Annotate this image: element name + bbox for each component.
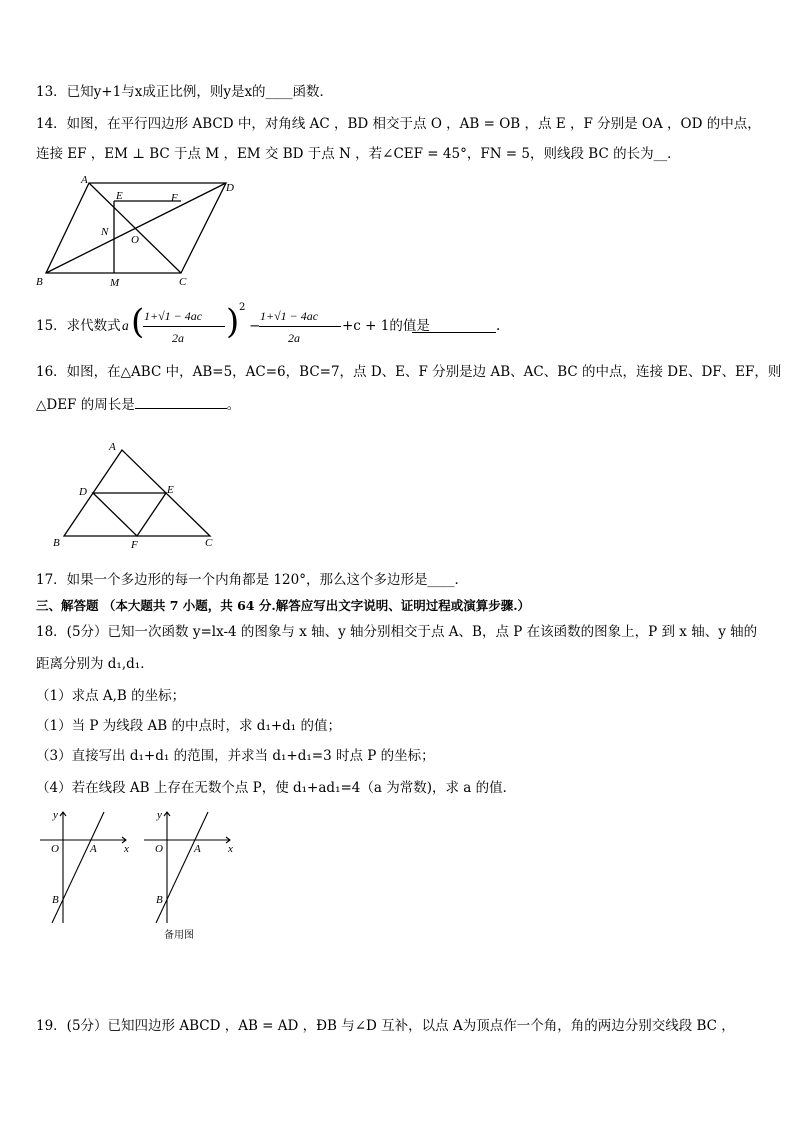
q15-denominator-2: 2a [288, 331, 300, 345]
label-d: D [226, 182, 234, 194]
question-18-part1: （1）求点 A,B 的坐标； [36, 688, 186, 704]
q15-exponent: 2 [239, 302, 246, 313]
label-y: y [157, 809, 162, 821]
section-heading: 三、解答题 （本大题共 7 小题，共 64 分.解答应写出文字说明、证明过程或演算步骤.） [36, 598, 531, 613]
label-d: D [79, 486, 87, 498]
question-14-line1: 14．如图，在平行四边形 ABCD 中，对角线 AC ，BD 相交于点 O ，AB = OB ，点 E ，F 分别是 OA ，OD 的中点， [36, 116, 761, 132]
question-19: 19．(5分）已知四边形 ABCD ，AB = AD ，ÐB 与∠D 互补，以点 A为顶点作一个角，角的两边分别交线段 BC ， [36, 1018, 735, 1034]
label-b: B [53, 537, 60, 549]
q15-numerator: 1+√1 − 4ac [144, 309, 203, 323]
question-18-part3: （3）直接写出 d₁+d₁ 的范围，并求当 d₁+d₁=3 时点 P 的坐标； [36, 748, 435, 764]
q16-text: △DEF 的周长是 [36, 397, 135, 413]
triangle-def [93, 493, 166, 536]
question-18-line2: 距离分别为 d₁,d₁． [36, 656, 154, 672]
question-13: 13．已知y+1与x成正比例，则y是x的____函数． [36, 84, 334, 100]
label-a: A [194, 843, 201, 855]
q15-minus: − [249, 318, 261, 334]
question-16-line2 [36, 394, 240, 415]
question-16-line1: 16．如图，在△ABC 中，AB=5，AC=6，BC=7，点 D、E、F 分别是边 AB、AC、BC 的中点，连接 DE、DF、EF，则 [36, 364, 782, 380]
question-18-line1: 18．(5分）已知一次函数 y=lx-4 的图象与 x 轴、y 轴分别相交于点 A、B，点 P 在该函数的图象上，P 到 x 轴、y 轴的 [36, 624, 758, 640]
label-b: B [36, 276, 43, 288]
q16-answer-blank[interactable] [135, 394, 227, 409]
label-c: C [205, 537, 213, 549]
label-a: A [90, 843, 97, 855]
question-17: 17．如果一个多边形的每一个内角都是 120°，那么这个多边形是____． [36, 572, 468, 588]
label-x: x [228, 843, 233, 855]
question-18-part2: （1）当 P 为线段 AB 的中点时，求 d₁+d₁ 的值； [36, 718, 342, 734]
right-paren: ) [226, 302, 240, 342]
label-o: O [155, 843, 163, 855]
q15-a: a [122, 318, 129, 333]
label-n: N [101, 226, 109, 238]
q15-end: . [496, 318, 501, 334]
parallelogram-figure [36, 175, 246, 290]
label-x: x [124, 843, 129, 855]
question-18-part4: （4）若在线段 AB 上存在无数个点 P，使 d₁+ad₁=4（a 为常数)，求 a 的值． [36, 780, 517, 796]
label-m: M [110, 277, 120, 289]
triangle-figure [50, 440, 220, 550]
label-b: B [156, 894, 163, 906]
diagonal-bd [46, 183, 226, 273]
label-e: E [167, 484, 174, 496]
q15-denominator: 2a [172, 331, 184, 345]
label-c: C [179, 276, 187, 288]
coordinate-figure-1 [36, 808, 136, 933]
left-paren: ( [131, 302, 145, 342]
label-f: F [131, 539, 138, 550]
q15-prefix: 15．求代数式 [36, 318, 121, 334]
coordinate-figure-2 [140, 808, 250, 943]
fraction-bar-1 [143, 326, 225, 327]
fraction-bar-2 [259, 326, 341, 327]
q15-numerator-2: 1+√1 − 4ac [260, 309, 319, 323]
label-a: A [81, 175, 88, 186]
label-f: F [171, 192, 178, 204]
question-14-line2: 连接 EF ，EM ⊥ BC 于点 M ，EM 交 BD 于点 N ，若∠CEF = 45°，FN = 5，则线段 BC 的长为__． [36, 146, 681, 162]
label-o: O [131, 234, 139, 246]
label-b: B [52, 894, 59, 906]
figure-caption: 备用图 [164, 930, 194, 941]
label-e: E [116, 190, 123, 202]
label-y: y [53, 809, 58, 821]
label-a: A [109, 441, 116, 453]
q15-answer-blank[interactable] [412, 318, 496, 333]
q16-end: 。 [226, 397, 241, 413]
label-o: O [51, 843, 59, 855]
function-line [52, 812, 104, 923]
function-line [156, 812, 208, 923]
q15-tail: +c + 1的值是 [342, 318, 430, 334]
